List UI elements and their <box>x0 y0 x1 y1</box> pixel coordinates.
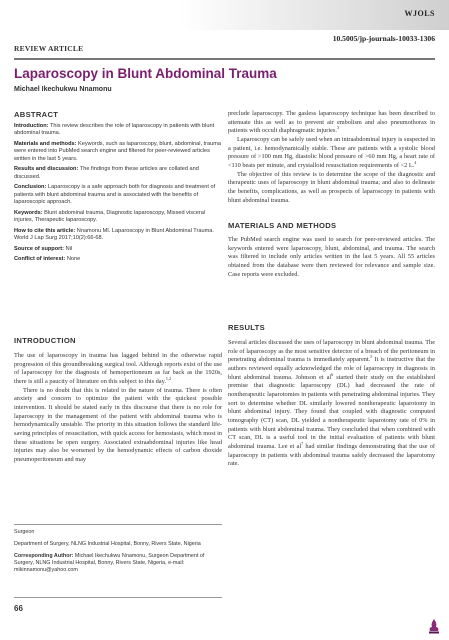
citation-label: How to cite this article: <box>14 227 76 234</box>
abstract-keywords-label: Keywords: <box>14 209 43 216</box>
reference-marker: 4 <box>414 159 417 165</box>
abstract-methods-text: Keywords, such as laparoscopy, blunt, abdominal, trauma were entered into PubMed search engine and filtered for peer-reviewed articles written in the last 5 years. <box>14 140 221 162</box>
body-paragraph <box>228 136 435 171</box>
abstract-conclusion-text: Laparoscopy is a safe approach both for diagnosis and treatment of patients with blunt abdominal trauma and is associated with the benefits of laparoscopic approach. <box>14 184 216 205</box>
corresponding-author <box>14 553 222 574</box>
results-heading: RESULTS <box>228 323 265 332</box>
body-paragraph-text: had similar findings demonstrating that the use of laparoscopy in patients with abdominal trauma safely decreased the laparotomy rate. <box>228 442 435 468</box>
body-paragraph: The objective of this review is to determine the scope of the diagnostic and therapeutic uses of laparoscopy in blunt abdominal trauma; and also to delineate the benefits, complications, as well as prospects of laparoscopy in patients with blunt abdominal trauma. <box>228 170 435 204</box>
conflict-of-interest-value: None <box>66 256 81 263</box>
abstract-results <box>14 166 222 181</box>
corresponding-author-text: Michael Ikechukwu Nnamonu, Surgeon Department of Surgery, NLNG Industrial Hospital, Bonny, Rivers State, Nigeria, e-mail: mikinnamonu@yahoo.com <box>14 552 205 573</box>
article-title: Laparoscopy in Blunt Abdominal Trauma <box>14 66 277 81</box>
citation-text: Nnamonu MI. Laparoscopy in Blunt Abdominal Trauma. World J Lap Surg 2017;10(2):66-68. <box>14 227 214 241</box>
header-gradient-band <box>0 0 449 30</box>
abstract-introduction <box>14 123 222 138</box>
citation <box>14 228 222 243</box>
affiliation-label: Surgeon <box>14 529 35 535</box>
source-of-support <box>14 246 222 253</box>
body-paragraph: The PubMed search engine was used to search for peer-reviewed articles. The keywords entered were laparoscopy, blunt, abdominal, and trauma. The search was filtered to include only articles written in the last 5 years. All 55 articles obtained from the database were then reviewed for relevance and sample size. Case reports were excluded. <box>228 236 435 278</box>
journal-abbreviation: WJOLS <box>404 9 435 18</box>
reference-marker: 1,2 <box>165 375 172 381</box>
source-of-support-label: Source of support: <box>14 245 65 252</box>
journal-header-bar <box>0 0 449 30</box>
body-paragraph-text: started their study on the established premise that diagnostic laparoscopy (DL) had decreased the rate of nontherapeutic laparotomies in patients with penetrating abdominal injuries. They sort to determine whether DL similarly lowered nontherapeutic laparotomy in blunt abdominal injury. They found that coupled with diagnostic computed tomography (CT) scan, DL yielded a nontherapeutic laparotomy rate of 0% in patients with blunt abdominal trauma. They concluded that when combined with CT scan, DL is a useful tool in the initial evaluation of patients with blunt abdominal trauma. Lee et al <box>228 373 435 450</box>
results-body <box>228 339 435 469</box>
materials-methods-body <box>228 236 435 279</box>
abstract-conclusion <box>14 184 222 206</box>
introduction-paragraph: There is no doubt that this is related to the nature of trauma. There is often anxiety and concern to optimize the patient with the quickest possible intervention. It should be stated early in this discourse that there is no role for laparoscopy in the management of the patient with abdominal trauma who is hemodynamically unstable. The priority in this situation follows the standard life-saving principles of resuscitation, with quick access for hemostasis, which most in these situations be open surgery. Associated extraabdominal injuries like head injuries may also be worsened by the hemodynamic effects of carbon dioxide pneumoperitoneum and may <box>14 386 222 463</box>
publisher-logo-icon <box>427 618 441 634</box>
abstract-methods <box>14 141 222 163</box>
affiliation-text: Department of Surgery, NLNG Industrial Hospital, Bonny, Rivers State, Nigeria <box>14 540 201 547</box>
body-paragraph <box>228 339 435 469</box>
materials-methods-heading: MATERIALS AND METHODS <box>228 221 337 230</box>
reference-marker: 5 <box>370 354 373 360</box>
article-type: REVIEW ARTICLE <box>14 44 84 53</box>
introduction-continued <box>228 110 435 205</box>
page-number: 66 <box>14 604 23 613</box>
abstract-conclusion-label: Conclusion: <box>14 184 47 191</box>
reference-marker: 6 <box>331 371 334 377</box>
abstract-results-text: The findings from these articles are collated and discussed. <box>14 166 199 180</box>
author-affiliation-box <box>14 524 222 598</box>
conflict-of-interest-label: Conflict of interest: <box>14 256 66 263</box>
introduction-body <box>14 352 222 465</box>
body-paragraph-text: It is instructive that the authors reviewed equally acknowledged the role of laparoscopy in diagnosis in blunt abdominal trauma. Johnson et al <box>228 356 436 381</box>
abstract-section <box>14 110 222 313</box>
reference-marker: 3 <box>336 125 340 131</box>
author-name: Michael Ikechukwu Nnamonu <box>14 86 112 93</box>
source-of-support-value: Nil <box>65 245 73 252</box>
abstract-keywords-text: Blunt abdominal trauma, Diagnostic laparoscopy, Missed visceral injuries, Therapeutic laparoscopy. <box>14 209 206 223</box>
abstract-introduction-text: This review describes the role of laparoscopy in patients with blunt abdominal trauma. <box>14 123 215 137</box>
abstract-results-label: Results and discussion: <box>14 166 79 173</box>
introduction-heading: INTRODUCTION <box>14 336 76 345</box>
body-paragraph-text: Laparoscopy can be safely used when an intraabdominal injury is suspected in a patient, i.e. hemodynamically stable. These are patients with a systolic blood pressure of >100 mm Hg, diastolic blood pressure of >60 mm Hg, a heart rate of <110 beats per minute, and crystalloid resuscitation requirements of <2 L. <box>228 135 435 169</box>
conflict-of-interest <box>14 256 222 263</box>
introduction-paragraph <box>14 352 222 387</box>
body-paragraph-text: Several articles discussed the uses of laparoscopy in blunt abdominal trauma. The role of laparoscopy as the most sensitive detector of a breach of the peritoneum in penetrating abdominal trauma is immediately apparent. <box>228 339 435 364</box>
header-divider <box>14 58 435 60</box>
doi: 10.5005/jp-journals-10033-1306 <box>332 34 435 43</box>
abstract-heading: ABSTRACT <box>14 110 59 119</box>
body-paragraph <box>228 110 435 136</box>
abstract-methods-label: Materials and methods: <box>14 140 77 147</box>
reference-marker: 7 <box>301 440 304 446</box>
abstract-introduction-label: Introduction: <box>14 123 49 129</box>
abstract-keywords <box>14 210 222 225</box>
introduction-paragraph-text: The use of laparoscopy in trauma has lagged behind in the otherwise rapid progression of this groundbreaking surgical tool. Although reports exist of the use of laparoscopy for the diagnosis of hemoperitoneum as far back as the 1920s, there is still a paucity of literature on this subject to this day. <box>14 352 222 385</box>
corresponding-author-label: Corresponding Author: <box>14 552 74 559</box>
body-paragraph-text: preclude laparoscopy. The gasless laparoscopy technique has been described to attenuate this as well as to prevent air embolism and also pneumothorax in patients with occult diaphragmatic injuries. <box>228 110 435 135</box>
